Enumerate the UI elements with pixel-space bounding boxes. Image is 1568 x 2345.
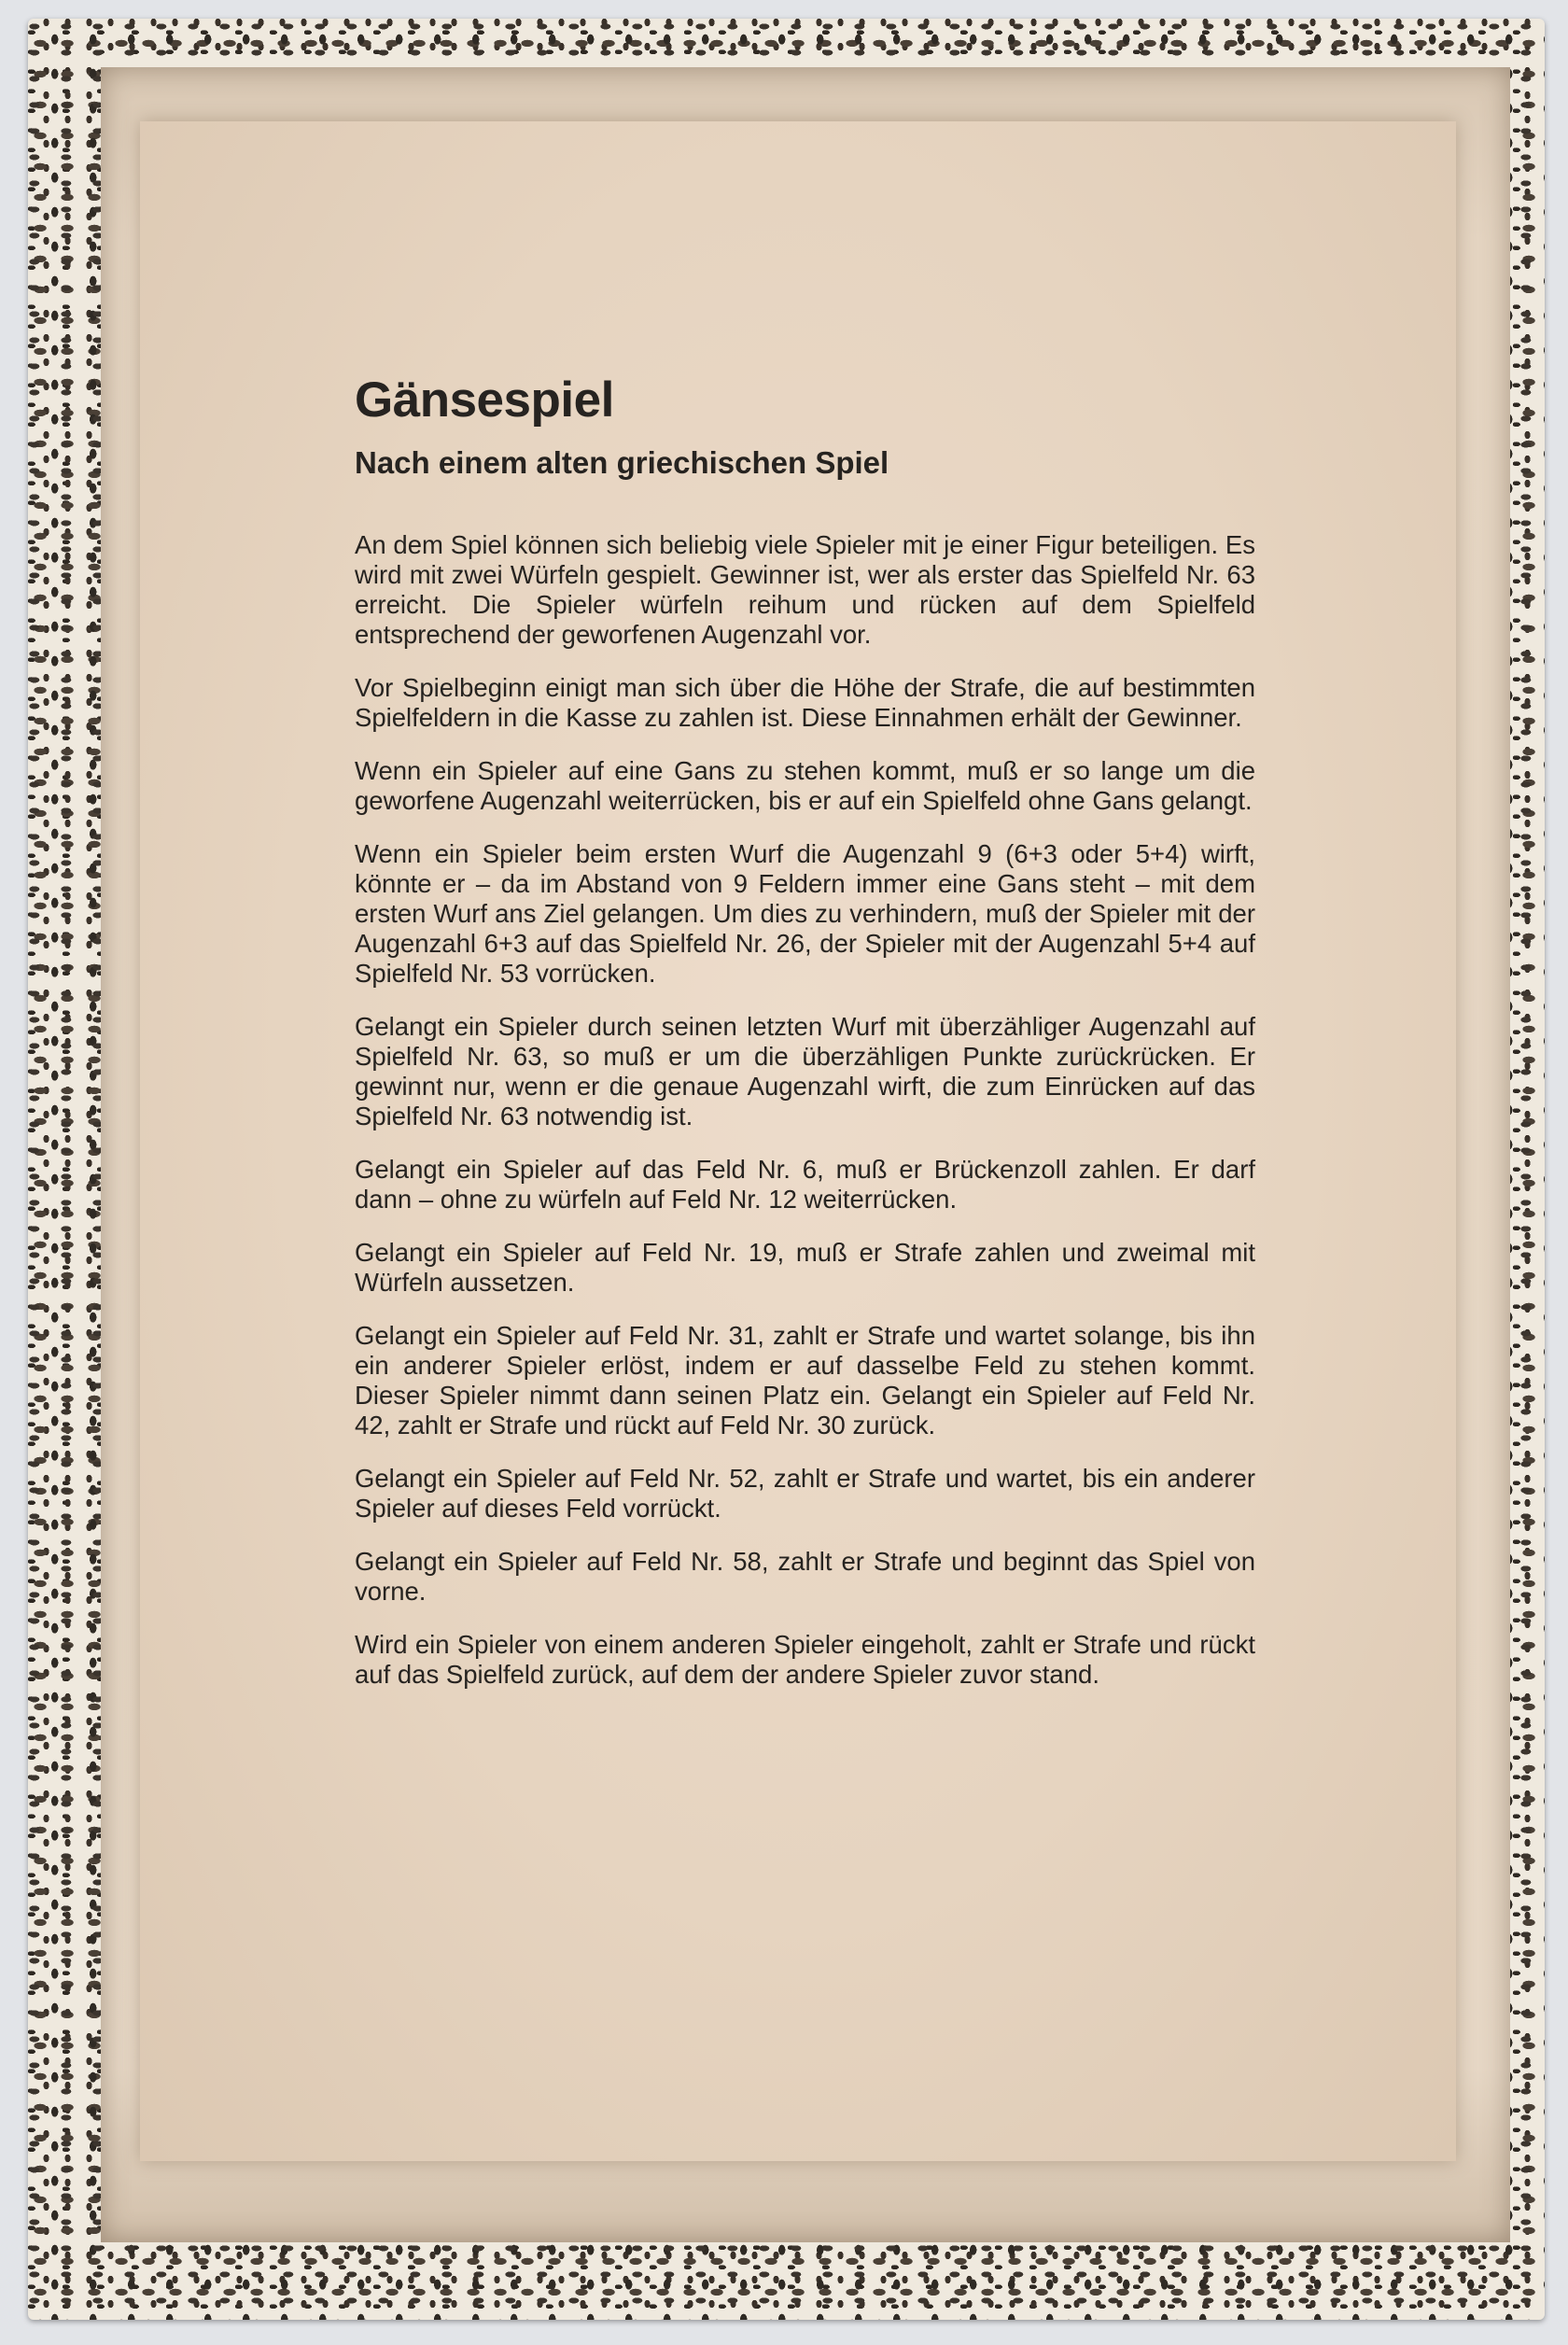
rules-paragraph: Gelangt ein Spieler durch seinen letzten Wurf mit überzähliger Augenzahl auf Spielfeld Nr. 63, so muß er um die überzähligen Punkte zurückrücken. Er gewinnt nur, wenn er die genaue Augenzahl wirft, die zum Einrücken auf das Spielfeld Nr. 63 notwendig ist. — [355, 1011, 1255, 1130]
rules-title: Gänsespiel — [355, 372, 614, 428]
rules-paragraph: Wenn ein Spieler beim ersten Wurf die Augenzahl 9 (6+3 oder 5+4) wirft, könnte er – da im Abstand von 9 Feldern immer eine Gans steht – mit dem ersten Wurf ans Ziel gelangen. Um dies zu verhindern, muß der Spieler mit der Augenzahl 6+3 auf das Spielfeld Nr. 26, der Spieler mit der Augenzahl 5+4 auf Spielfeld Nr. 53 vorrücken. — [355, 838, 1255, 988]
rules-paragraph: Gelangt ein Spieler auf Feld Nr. 19, muß er Strafe zahlen und zweimal mit Würfeln aussetzen. — [355, 1237, 1255, 1297]
rules-paragraph: Wird ein Spieler von einem anderen Spieler eingeholt, zahlt er Strafe und rückt auf das Spielfeld zurück, auf dem der andere Spieler zuvor stand. — [355, 1629, 1255, 1689]
rules-sheet — [355, 373, 1255, 1713]
rules-paragraph: Gelangt ein Spieler auf Feld Nr. 52, zahlt er Strafe und wartet, bis ein anderer Spieler auf dieses Feld vorrückt. — [355, 1463, 1255, 1523]
rules-subtitle: Nach einem alten griechischen Spiel — [355, 445, 889, 481]
rules-paragraph: Vor Spielbeginn einigt man sich über die Höhe der Strafe, die auf bestimmten Spielfeldern in die Kasse zu zahlen ist. Diese Einnahmen erhält der Gewinner. — [355, 672, 1255, 732]
rules-body — [355, 530, 1255, 1690]
rules-paragraph: Gelangt ein Spieler auf Feld Nr. 58, zahlt er Strafe und beginnt das Spiel von vorne. — [355, 1546, 1255, 1606]
rules-paragraph: Wenn ein Spieler auf eine Gans zu stehen kommt, muß er so lange um die geworfene Augenzahl weiterrücken, bis er auf ein Spielfeld ohne Gans gelangt. — [355, 755, 1255, 815]
rules-paragraph: Gelangt ein Spieler auf Feld Nr. 31, zahlt er Strafe und wartet solange, bis ihn ein anderer Spieler erlöst, indem er auf dasselbe Feld zu stehen kommt. Dieser Spieler nimmt dann seinen Platz ein. Gelangt ein Spieler auf Feld Nr. 42, zahlt er Strafe und rückt auf Feld Nr. 30 zurück. — [355, 1320, 1255, 1439]
rules-paragraph: Gelangt ein Spieler auf das Feld Nr. 6, muß er Brückenzoll zahlen. Er darf dann – ohne zu würfeln auf Feld Nr. 12 weiterrücken. — [355, 1154, 1255, 1214]
rules-paragraph: An dem Spiel können sich beliebig viele Spieler mit je einer Figur beteiligen. Es wird mit zwei Würfeln gespielt. Gewinner ist, wer als erster das Spielfeld Nr. 63 erreicht. Die Spieler würfeln reihum und rücken auf dem Spielfeld entsprechend der geworfenen Augenzahl vor. — [355, 529, 1255, 649]
